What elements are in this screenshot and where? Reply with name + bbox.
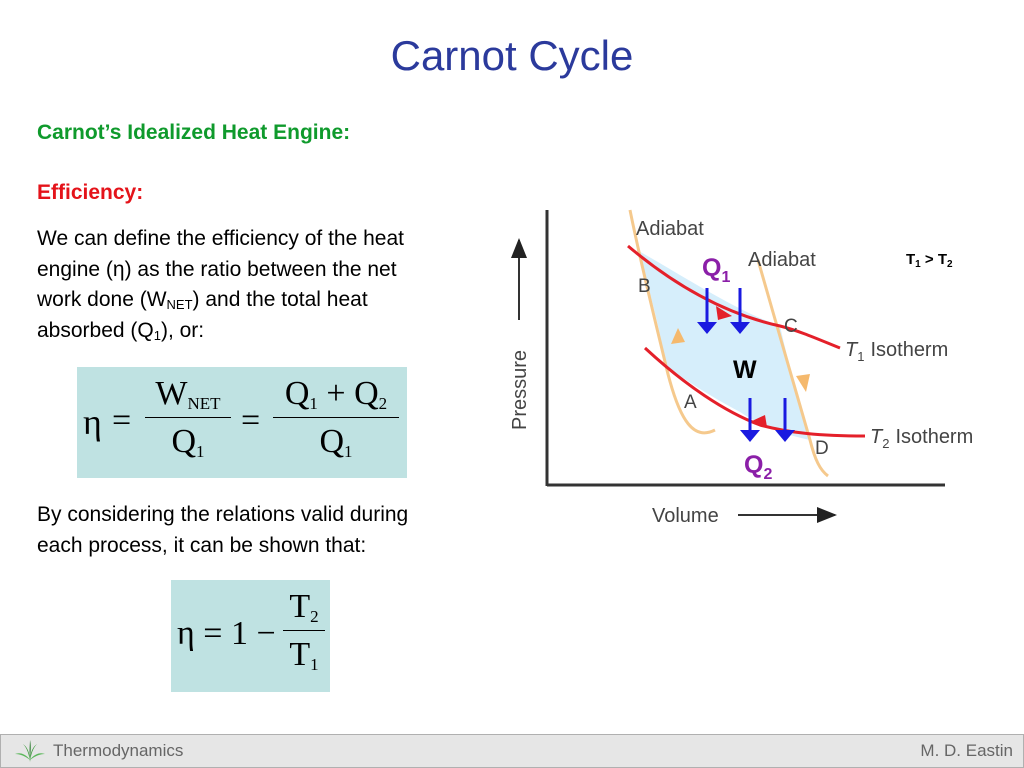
para-line: By considering the relations valid during	[37, 503, 409, 526]
fraction-t2-over-t1	[283, 584, 325, 679]
point-c-label: C	[784, 316, 798, 337]
work-label: W	[733, 356, 757, 384]
q2-label: $Q_2$	[744, 451, 773, 483]
adiabat-label-1: Adiabat	[636, 218, 704, 240]
equation-lhs: η = 1 −	[177, 615, 276, 652]
relations-paragraph	[37, 500, 507, 561]
para-line: We can define the efficiency of the heat	[37, 227, 404, 250]
adiabat-arrow-down-head	[796, 374, 810, 392]
equals-sign: =	[241, 402, 261, 439]
carnot-pv-diagram	[490, 200, 1000, 540]
footer-course: Thermodynamics	[53, 741, 184, 760]
para-line: engine (η) as the ratio between the net	[37, 257, 397, 281]
point-b-label: B	[638, 276, 651, 297]
para-line: absorbed $(Q_1)$, or:	[37, 318, 205, 343]
leaf-logo-icon	[13, 738, 47, 764]
isotherm-t1-label: $T_1$ Isotherm	[845, 339, 949, 364]
denominator-t1: $T_1$	[283, 630, 325, 679]
para-line: work done $(W_{NET})$ and the total heat	[37, 288, 368, 312]
isotherm-t2-label: $T_2$ Isotherm	[870, 426, 974, 451]
slide-subtitle: Carnot’s Idealized Heat Engine:	[37, 121, 351, 144]
equals-sign: =	[112, 402, 132, 439]
volume-axis-label: Volume	[652, 505, 719, 527]
slide-title: Carnot Cycle	[390, 32, 634, 79]
fraction-wnet-over-q1	[145, 371, 231, 466]
numerator-q1-plus-q2: $Q_1 + Q_2$	[284, 375, 388, 413]
q2-arrow-right-head	[775, 430, 795, 442]
temperature-condition: $T_1 > T_2$	[906, 251, 953, 270]
carnot-efficiency-equation-box	[171, 580, 330, 692]
section-heading: Efficiency:	[37, 181, 144, 204]
eta-symbol: η	[83, 402, 102, 442]
fraction-q1q2-over-q1	[273, 371, 399, 466]
denominator-q1: $Q_1$	[273, 417, 399, 466]
footer-author: M. D. Eastin	[920, 741, 1013, 760]
numerator-t2: $T_2$	[289, 588, 319, 626]
efficiency-paragraph	[37, 224, 507, 346]
slide-footer	[0, 734, 1024, 768]
q1-label: $Q_1$	[702, 254, 731, 286]
efficiency-equation-box	[77, 367, 407, 478]
pressure-axis-label: Pressure	[509, 349, 531, 430]
point-d-label: D	[815, 438, 829, 459]
denominator-q1: $Q_1$	[145, 417, 231, 466]
adiabat-label-2: Adiabat	[748, 249, 816, 271]
numerator-wnet: $W_{NET}$	[155, 375, 221, 413]
q2-arrow-left-head	[740, 430, 760, 442]
point-a-label: A	[684, 392, 697, 413]
para-line: each process, it can be shown that:	[37, 533, 367, 557]
